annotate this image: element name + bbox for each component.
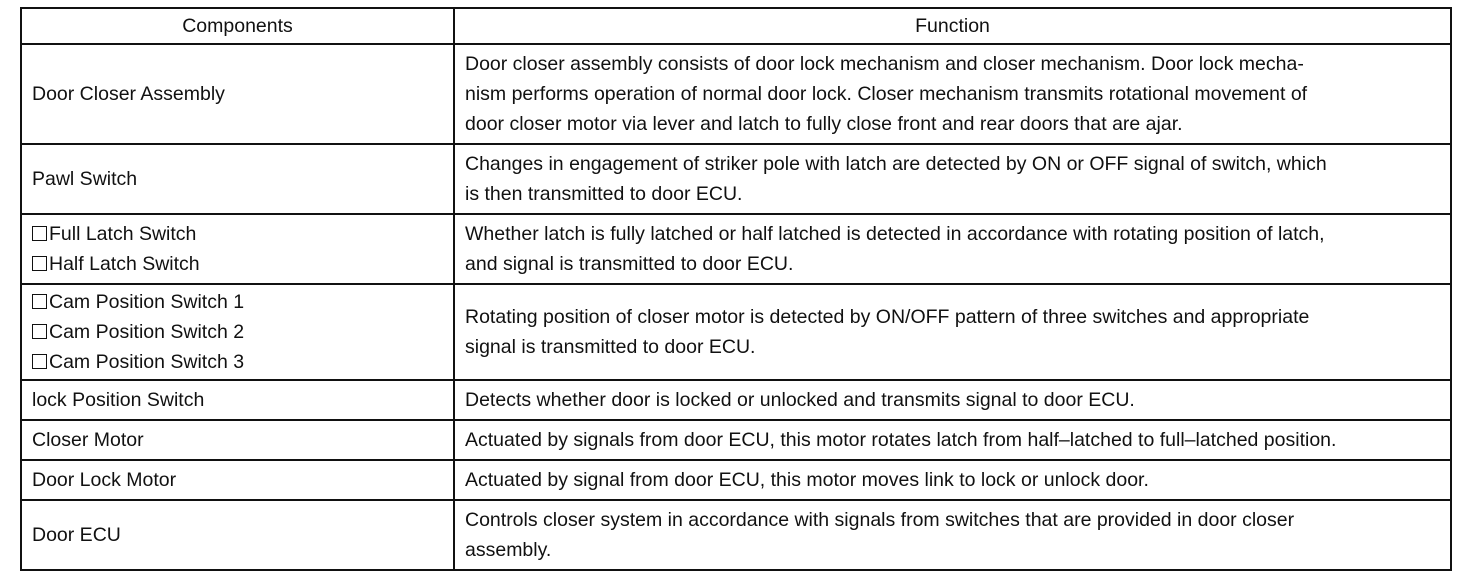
component-cell	[21, 420, 454, 460]
function-cell	[454, 420, 1451, 460]
function-cell	[454, 44, 1451, 144]
component-name: Pawl Switch	[32, 168, 138, 190]
component-name: Door Closer Assembly	[32, 83, 225, 105]
function-text-line: nism performs operation of normal door lock. Closer mechanism transmits rotational movement of	[465, 83, 1308, 105]
component-cell	[21, 380, 454, 420]
checkbox-square-icon	[32, 226, 47, 241]
table-row	[21, 500, 1451, 570]
function-cell	[454, 460, 1451, 500]
function-text-line: Changes in engagement of striker pole with latch are detected by ON or OFF signal of switch, which	[465, 153, 1327, 175]
function-text-line: signal is transmitted to door ECU.	[465, 336, 756, 358]
component-name: Cam Position Switch 2	[49, 321, 245, 343]
header-components: Components	[21, 8, 454, 44]
function-text-line: Whether latch is fully latched or half latched is detected in accordance with rotating position of latch,	[465, 223, 1325, 245]
component-line	[32, 425, 443, 455]
checkbox-square-icon	[32, 324, 47, 339]
function-cell	[454, 144, 1451, 214]
component-line	[32, 347, 443, 377]
table-row	[21, 420, 1451, 460]
function-cell	[454, 500, 1451, 570]
function-text-line: and signal is transmitted to door ECU.	[465, 253, 794, 275]
component-name: Door ECU	[32, 524, 121, 546]
table-row	[21, 44, 1451, 144]
component-line	[32, 520, 443, 550]
function-text-line: is then transmitted to door ECU.	[465, 183, 743, 205]
function-text-line: Door closer assembly consists of door lock mechanism and closer mechanism. Door lock mecha-	[465, 53, 1304, 75]
function-text-line: Controls closer system in accordance with signals from switches that are provided in door closer	[465, 509, 1295, 531]
component-name: Cam Position Switch 3	[49, 351, 245, 373]
checkbox-square-icon	[32, 294, 47, 309]
component-line	[32, 287, 443, 317]
component-name: Full Latch Switch	[49, 223, 197, 245]
table-row	[21, 380, 1451, 420]
function-text-line: Actuated by signal from door ECU, this motor moves link to lock or unlock door.	[465, 469, 1149, 491]
component-line	[32, 385, 443, 415]
function-text-line: door closer motor via lever and latch to fully close front and rear doors that are ajar.	[465, 113, 1183, 135]
function-text-line: Actuated by signals from door ECU, this motor rotates latch from half–latched to full–latched position.	[465, 429, 1337, 451]
function-cell	[454, 284, 1451, 380]
component-name: lock Position Switch	[32, 389, 205, 411]
table-row	[21, 214, 1451, 284]
component-name: Closer Motor	[32, 429, 144, 451]
component-name: Door Lock Motor	[32, 469, 177, 491]
component-cell	[21, 460, 454, 500]
header-function: Function	[454, 8, 1451, 44]
table-row	[21, 284, 1451, 380]
function-text-line: assembly.	[465, 539, 552, 561]
component-cell	[21, 144, 454, 214]
component-cell	[21, 284, 454, 380]
table-row	[21, 460, 1451, 500]
component-cell	[21, 44, 454, 144]
components-function-table-container	[20, 7, 1450, 571]
table-header-row	[21, 8, 1451, 44]
components-function-table	[20, 7, 1452, 571]
component-name: Half Latch Switch	[49, 253, 200, 275]
table-body	[21, 44, 1451, 570]
component-line	[32, 164, 443, 194]
component-line	[32, 249, 443, 279]
component-line	[32, 465, 443, 495]
function-cell	[454, 380, 1451, 420]
component-line	[32, 219, 443, 249]
component-line	[32, 79, 443, 109]
component-cell	[21, 214, 454, 284]
function-text-line: Rotating position of closer motor is detected by ON/OFF pattern of three switches and appropriate	[465, 306, 1310, 328]
function-cell	[454, 214, 1451, 284]
function-text-line: Detects whether door is locked or unlocked and transmits signal to door ECU.	[465, 389, 1135, 411]
checkbox-square-icon	[32, 354, 47, 369]
component-name: Cam Position Switch 1	[49, 291, 245, 313]
checkbox-square-icon	[32, 256, 47, 271]
component-line	[32, 317, 443, 347]
component-cell	[21, 500, 454, 570]
table-row	[21, 144, 1451, 214]
